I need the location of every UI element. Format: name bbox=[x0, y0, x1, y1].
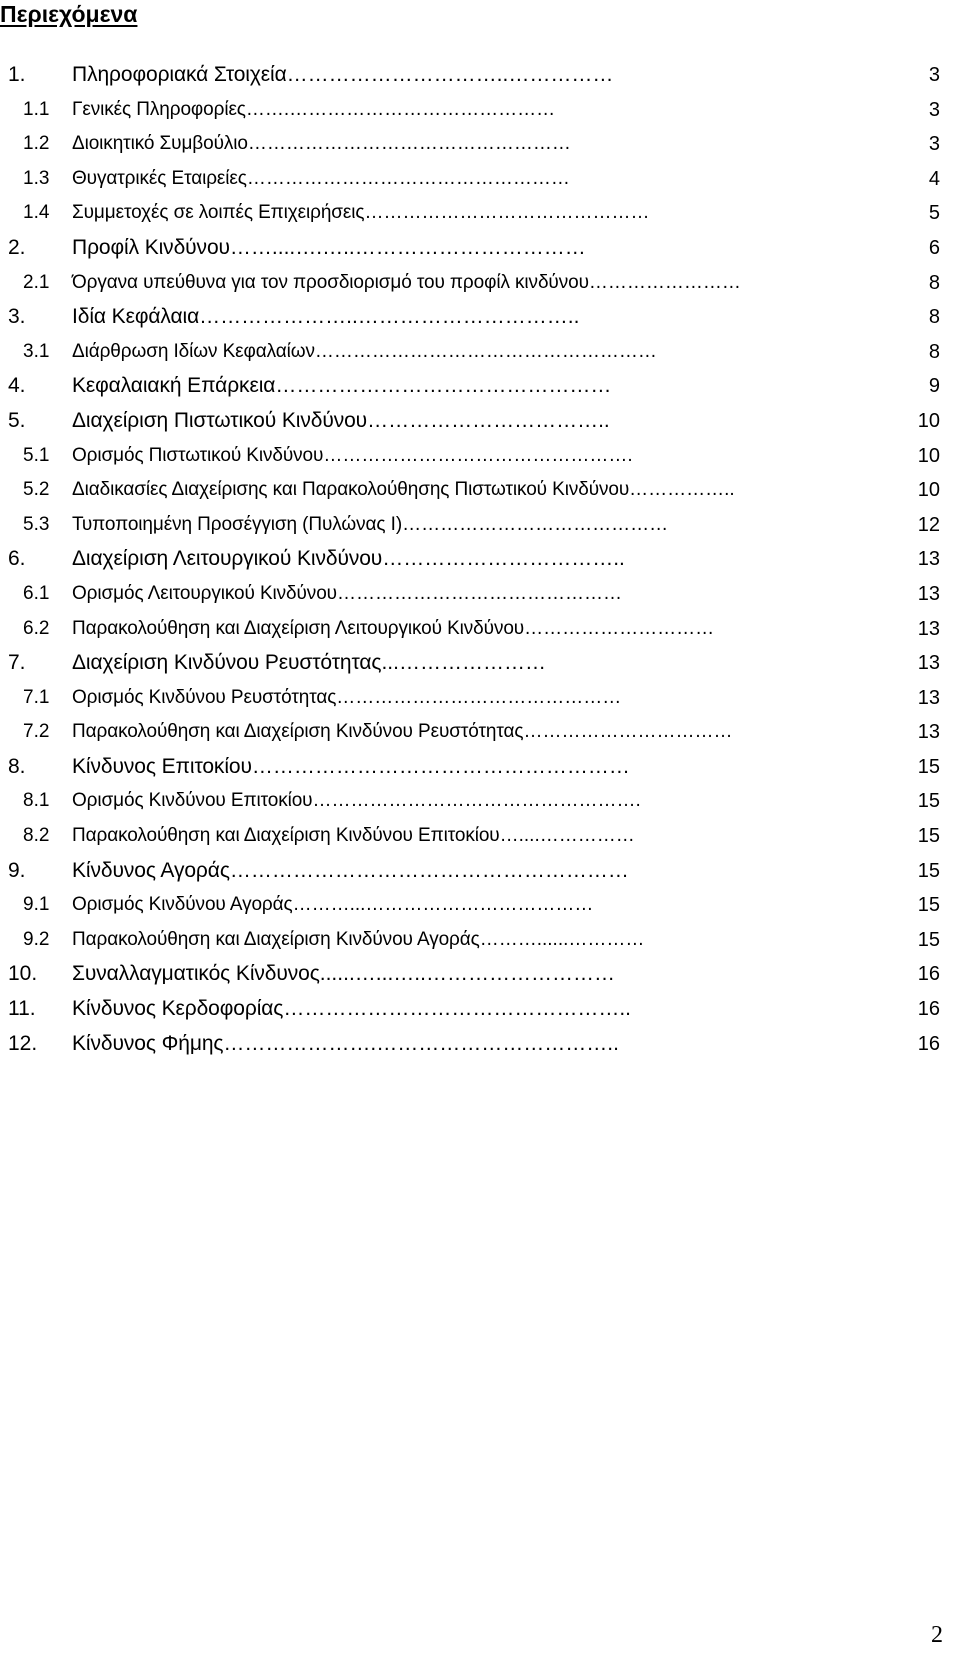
toc-entry-page: 12 bbox=[917, 513, 940, 536]
toc-entry-number: 2.1 bbox=[23, 271, 50, 293]
toc-entry[interactable] bbox=[0, 715, 960, 750]
toc-entry-title: Διοικητικό Συμβούλιο bbox=[72, 133, 248, 155]
toc-entry-leader-dots: ……………………………………… bbox=[364, 202, 650, 224]
toc-entry-title: Κίνδυνος Επιτοκίου bbox=[72, 754, 252, 778]
toc-entry-title-line bbox=[72, 508, 668, 542]
toc-entry-leader-dots: ......…...…..……………………… bbox=[319, 962, 615, 986]
toc-entry-number: 7.1 bbox=[23, 686, 50, 708]
toc-entry-page: 15 bbox=[917, 894, 940, 917]
toc-entry-number: 1.4 bbox=[23, 202, 50, 224]
toc-entry-title: Τυποποιημένη Προσέγγιση (Πυλώνας Ι) bbox=[72, 513, 403, 535]
toc-entry[interactable] bbox=[0, 577, 960, 612]
toc-entry-page: 15 bbox=[917, 755, 940, 778]
toc-entry-page: 13 bbox=[917, 686, 940, 709]
toc-entry-leader-dots: ……………………………………… bbox=[336, 686, 622, 708]
toc-entry-page: 10 bbox=[917, 409, 940, 432]
toc-entry[interactable] bbox=[0, 888, 960, 923]
toc-entry-leader-dots: ……………………………………………… bbox=[251, 754, 630, 778]
toc-entry[interactable] bbox=[0, 93, 960, 128]
toc-entry-page: 13 bbox=[917, 582, 940, 605]
toc-entry-title-line bbox=[72, 196, 649, 230]
toc-entry-page: 9 bbox=[928, 375, 940, 398]
toc-entry[interactable] bbox=[0, 369, 960, 404]
toc-entry[interactable] bbox=[0, 404, 960, 439]
toc-entry-number: 3.1 bbox=[23, 340, 50, 362]
toc-entry-leader-dots: …………………………………………… bbox=[247, 133, 571, 155]
table-of-contents bbox=[0, 58, 960, 1061]
toc-entry-number: 9.1 bbox=[23, 894, 50, 916]
toc-entry-title-line bbox=[72, 58, 613, 92]
toc-entry[interactable] bbox=[0, 992, 960, 1027]
toc-entry-number: 10. bbox=[8, 962, 38, 986]
toc-entry[interactable] bbox=[0, 923, 960, 958]
toc-entry-title: Παρακολούθηση και Διαχείριση Κινδύνου Αγοράς bbox=[72, 928, 480, 950]
toc-entry-number: 6.1 bbox=[23, 582, 50, 604]
toc-entry-number: 8.2 bbox=[23, 825, 50, 847]
toc-entry-number: 4. bbox=[8, 374, 26, 398]
toc-entry-page: 16 bbox=[917, 998, 940, 1021]
toc-entry-title-line bbox=[72, 750, 630, 784]
toc-entry-title-line bbox=[72, 473, 735, 507]
toc-entry-title-line bbox=[72, 162, 570, 196]
toc-entry-leader-dots: …………………………..…………… bbox=[286, 63, 614, 86]
toc-entry-title-line bbox=[72, 335, 657, 369]
toc-entry-title-line bbox=[72, 854, 629, 888]
toc-entry-title: Κίνδυνος Αγοράς bbox=[72, 858, 230, 882]
toc-entry-leader-dots: …………………………………………… bbox=[246, 167, 570, 189]
toc-entry-title: Πληροφοριακά Στοιχεία bbox=[72, 63, 287, 86]
toc-entry-number: 1.2 bbox=[23, 133, 50, 155]
toc-entry-number: 6.2 bbox=[23, 617, 50, 639]
toc-entry-leader-dots: ……………………………………………… bbox=[314, 340, 657, 362]
toc-entry-leader-dots: ………………………………………… bbox=[275, 374, 612, 398]
toc-entry-title: Κίνδυνος Κερδοφορίας bbox=[72, 997, 284, 1021]
toc-entry-leader-dots: …………………………………………. bbox=[323, 444, 633, 466]
toc-entry-leader-dots: …………………………….. bbox=[382, 547, 625, 571]
toc-entry-number: 8. bbox=[8, 754, 26, 778]
toc-entry[interactable] bbox=[0, 612, 960, 647]
toc-entry[interactable] bbox=[0, 819, 960, 854]
toc-entry-title-line bbox=[72, 439, 633, 473]
toc-entry[interactable] bbox=[0, 957, 960, 992]
page-number: 2 bbox=[931, 1622, 943, 1648]
toc-entry-page: 15 bbox=[917, 825, 940, 848]
toc-entry-leader-dots: …....…………… bbox=[499, 825, 635, 847]
toc-entry-leader-dots: ……………………………………………. bbox=[312, 790, 641, 812]
toc-entry-title: Κεφαλαιακή Επάρκεια bbox=[72, 374, 276, 398]
toc-entry[interactable] bbox=[0, 439, 960, 474]
toc-entry-title-line bbox=[72, 957, 615, 991]
toc-entry-number: 9. bbox=[8, 858, 26, 882]
toc-entry-number: 2. bbox=[8, 235, 26, 259]
toc-entry-title: Διαδικασίες Διαχείρισης και Παρακολούθησης Πιστωτικού Κινδύνου bbox=[72, 479, 630, 501]
toc-entry-title-line bbox=[72, 612, 714, 646]
toc-entry-title: Ορισμός Κινδύνου Αγοράς bbox=[72, 894, 293, 916]
toc-entry-page: 16 bbox=[917, 1032, 940, 1055]
toc-entry[interactable] bbox=[0, 196, 960, 231]
toc-entry[interactable] bbox=[0, 58, 960, 93]
toc-entry-title-line bbox=[72, 646, 546, 680]
toc-entry-number: 8.1 bbox=[23, 790, 50, 812]
toc-entry-title: Θυγατρικές Εταιρείες bbox=[72, 167, 247, 189]
toc-entry[interactable] bbox=[0, 300, 960, 335]
toc-entry[interactable] bbox=[0, 681, 960, 716]
toc-entry-page: 8 bbox=[928, 340, 940, 363]
toc-entry-title: Ορισμός Πιστωτικού Κινδύνου bbox=[72, 444, 324, 466]
toc-entry-number: 1.3 bbox=[23, 167, 50, 189]
toc-entry-page: 15 bbox=[917, 928, 940, 951]
toc-entry-page: 5 bbox=[928, 202, 940, 225]
toc-entry[interactable] bbox=[0, 127, 960, 162]
toc-entry-leader-dots: ……....….…..…………………………… bbox=[229, 235, 586, 259]
toc-entry-leader-dots: ………………………… bbox=[524, 617, 715, 639]
toc-entry-title: Ιδία Κεφάλαια bbox=[72, 305, 200, 329]
toc-entry-title-line bbox=[72, 784, 641, 818]
toc-entry-title-line bbox=[72, 266, 741, 300]
toc-entry-title: Ορισμός Λειτουργικού Κινδύνου bbox=[72, 582, 337, 604]
toc-entry-page: 3 bbox=[928, 98, 940, 121]
toc-entry-title: Ορισμός Κινδύνου Επιτοκίου bbox=[72, 790, 313, 812]
toc-entry-title: Όργανα υπεύθυνα για τον προσδιορισμό του προφίλ κινδύνου bbox=[72, 271, 589, 293]
toc-entry[interactable] bbox=[0, 231, 960, 266]
toc-entry-leader-dots: ………………………………………….. bbox=[283, 997, 632, 1021]
toc-entry-page: 15 bbox=[917, 859, 940, 882]
toc-entry-title: Γενικές Πληροφορίες bbox=[72, 98, 246, 120]
toc-entry-title-line bbox=[72, 819, 635, 853]
toc-entry-number: 12. bbox=[8, 1031, 38, 1055]
toc-entry-title-line bbox=[72, 923, 644, 957]
toc-entry-title: Διαχείριση Κινδύνου Ρευστότητας bbox=[72, 651, 382, 675]
toc-entry-title-line bbox=[72, 231, 586, 265]
toc-entry-number: 5.3 bbox=[23, 513, 50, 535]
toc-entry-page: 13 bbox=[917, 617, 940, 640]
toc-entry-leader-dots: ………......………… bbox=[479, 928, 645, 950]
toc-entry-page: 6 bbox=[928, 236, 940, 259]
toc-entry-number: 1. bbox=[8, 63, 26, 86]
toc-entry[interactable] bbox=[0, 542, 960, 577]
toc-entry-leader-dots: …………….. bbox=[629, 479, 735, 501]
toc-entry-title-line bbox=[72, 300, 579, 334]
toc-entry-title: Διαχείριση Λειτουργικού Κινδύνου bbox=[72, 547, 383, 571]
toc-entry[interactable] bbox=[0, 508, 960, 543]
toc-entry-leader-dots: …………………..………………………….. bbox=[199, 305, 580, 329]
toc-entry[interactable] bbox=[0, 1027, 960, 1062]
toc-entry[interactable] bbox=[0, 162, 960, 197]
toc-entry-leader-dots: …………………………… bbox=[523, 721, 733, 743]
toc-entry-number: 5.1 bbox=[23, 444, 50, 466]
toc-entry-title: Συμμετοχές σε λοιπές Επιχειρήσεις bbox=[72, 202, 365, 224]
toc-entry-leader-dots: …………………… bbox=[588, 271, 741, 293]
toc-entry-page: 13 bbox=[917, 548, 940, 571]
toc-entry-page: 4 bbox=[928, 167, 940, 190]
toc-entry-number: 7.2 bbox=[23, 721, 50, 743]
toc-entry-leader-dots: ...………………… bbox=[381, 651, 546, 675]
toc-entry-page: 16 bbox=[917, 963, 940, 986]
toc-entry-title-line bbox=[72, 404, 610, 438]
toc-entry-page: 13 bbox=[917, 652, 940, 675]
toc-entry-title-line bbox=[72, 542, 625, 576]
toc-entry-leader-dots: …….…………………………………… bbox=[245, 98, 556, 120]
toc-entry-title: Προφίλ Κινδύνου bbox=[72, 235, 230, 259]
toc-entry-title-line bbox=[72, 127, 571, 161]
toc-entry-page: 8 bbox=[928, 271, 940, 294]
toc-entry-title-line bbox=[72, 888, 593, 922]
toc-entry-leader-dots: ………...……………………………… bbox=[292, 894, 594, 916]
toc-entry-title: Παρακολούθηση και Διαχείριση Κινδύνου Ρευστότητας bbox=[72, 721, 524, 743]
toc-entry-leader-dots: ………………….…………………………….. bbox=[223, 1031, 619, 1055]
toc-entry-title-line bbox=[72, 715, 732, 749]
toc-entry[interactable] bbox=[0, 784, 960, 819]
toc-entry-number: 5. bbox=[8, 408, 26, 432]
toc-entry-page: 13 bbox=[917, 721, 940, 744]
toc-entry-title-line bbox=[72, 681, 621, 715]
toc-entry-leader-dots: ………………………………………………… bbox=[229, 858, 629, 882]
toc-entry[interactable] bbox=[0, 266, 960, 301]
toc-entry-title-line bbox=[72, 992, 631, 1026]
toc-entry-page: 3 bbox=[928, 133, 940, 156]
toc-entry-title: Διαχείριση Πιστωτικού Κινδύνου bbox=[72, 408, 368, 432]
toc-entry-number: 5.2 bbox=[23, 479, 50, 501]
toc-entry-title-line bbox=[72, 93, 555, 127]
toc-entry-number: 3. bbox=[8, 305, 26, 329]
toc-entry[interactable] bbox=[0, 750, 960, 785]
toc-entry-title: Κίνδυνος Φήμης bbox=[72, 1031, 224, 1055]
toc-entry-title: Διάρθρωση Ιδίων Κεφαλαίων bbox=[72, 340, 315, 362]
toc-entry-title: Παρακολούθηση και Διαχείριση Λειτουργικού Κινδύνου bbox=[72, 617, 525, 639]
toc-entry-leader-dots: …………………………….. bbox=[367, 408, 610, 432]
toc-entry[interactable] bbox=[0, 646, 960, 681]
toc-entry-title-line bbox=[72, 577, 622, 611]
toc-entry-title: Ορισμός Κινδύνου Ρευστότητας bbox=[72, 686, 337, 708]
toc-entry-leader-dots: ……………………………………… bbox=[336, 582, 622, 604]
toc-entry-title: Συναλλαγματικός Κίνδυνος bbox=[72, 962, 320, 986]
toc-entry-number: 9.2 bbox=[23, 928, 50, 950]
toc-entry-number: 1.1 bbox=[23, 98, 50, 120]
toc-entry-number: 6. bbox=[8, 547, 26, 571]
toc-entry[interactable] bbox=[0, 854, 960, 889]
toc-entry-page: 15 bbox=[917, 790, 940, 813]
toc-entry[interactable] bbox=[0, 473, 960, 508]
toc-entry-number: 7. bbox=[8, 651, 26, 675]
toc-entry-page: 8 bbox=[928, 306, 940, 329]
toc-entry-page: 10 bbox=[917, 444, 940, 467]
toc-entry-page: 10 bbox=[917, 479, 940, 502]
toc-entry-number: 11. bbox=[8, 997, 36, 1021]
toc-entry-title-line bbox=[72, 369, 611, 403]
toc-entry-title-line bbox=[72, 1027, 619, 1061]
toc-entry-title: Παρακολούθηση και Διαχείριση Κινδύνου Επιτοκίου bbox=[72, 825, 500, 847]
toc-heading: Περιεχόμενα bbox=[0, 1, 138, 27]
toc-entry[interactable] bbox=[0, 335, 960, 370]
toc-entry-leader-dots: …………………………………… bbox=[402, 513, 669, 535]
toc-entry-page: 3 bbox=[928, 64, 940, 86]
